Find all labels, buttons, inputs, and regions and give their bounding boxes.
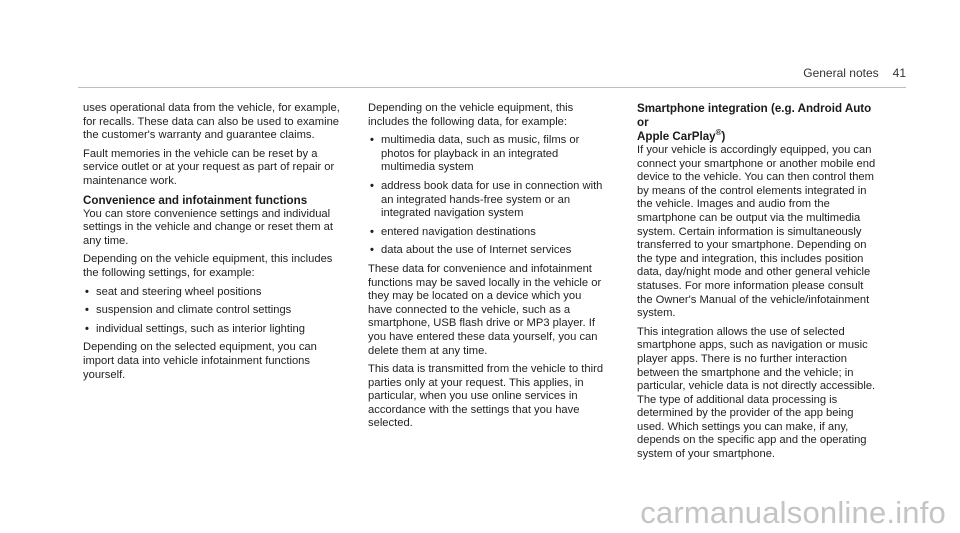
list-item: • individual settings, such as interior lighting xyxy=(85,322,305,335)
list-item: • suspension and climate control settings xyxy=(85,304,292,317)
paragraph: Depending on the vehicle equipment, this includes the following data, for example: xyxy=(368,102,574,128)
bullet-icon: • xyxy=(370,134,374,147)
bullet-icon: • xyxy=(85,322,89,335)
settings-list xyxy=(83,286,349,337)
bullet-icon: • xyxy=(85,304,89,317)
paragraph: This integration allows the use of selected smartphone apps, such as navigation or music player apps. There is no further interaction between the smartphone and the vehicle; in particular, vehicle data is not directly accessible. The type of additional data processing is determined by the provider of the app being used. Which settings you can make, if any, depends on the specific app and the operating system of your smartphone. xyxy=(637,325,876,461)
paragraph: Depending on the vehicle equipment, this includes the following settings, for example: xyxy=(83,253,333,279)
list-item: • seat and steering wheel positions xyxy=(85,285,262,298)
registered-mark: ® xyxy=(715,128,722,138)
bullet-icon: • xyxy=(370,225,374,238)
column-right xyxy=(637,102,878,467)
paragraph: uses operational data from the vehicle, for example, for recalls. These data can also be used to examine the customer's warranty and guarantee claims. xyxy=(83,102,340,142)
bullet-icon: • xyxy=(85,285,89,298)
watermark: carmanualsonline.info xyxy=(640,495,946,530)
section-title: General notes xyxy=(803,66,879,80)
list-item: • multimedia data, such as music, films or photos for playback in an integrated multimedia system xyxy=(370,134,580,174)
bullet-icon: • xyxy=(370,179,374,192)
header-divider xyxy=(78,87,906,88)
list-item: • entered navigation destinations xyxy=(370,225,536,238)
paragraph: These data for convenience and infotainment functions may be saved locally in the vehicle or they may be located on a device which you have connected to the vehicle, such as a smartphone, USB flash drive or MP3 player. If you have entered these data yourself, you can delete them at any time. xyxy=(368,262,602,357)
section-heading-smartphone: Smartphone integration (e.g. Android Auto or Apple CarPlay®) xyxy=(637,102,872,143)
paragraph: Fault memories in the vehicle can be reset by a service outlet or at your request as part of repair or maintenance work. xyxy=(83,147,335,187)
column-middle xyxy=(368,102,608,436)
paragraph: You can store convenience settings and individual settings in the vehicle and change or reset them at any time. xyxy=(83,207,334,247)
list-item: • data about the use of Internet services xyxy=(370,244,572,257)
paragraph: This data is transmitted from the vehicle to third parties only at your request. This applies, in particular, when you use online services in accordance with the settings that you have selected. xyxy=(368,363,604,430)
bullet-icon: • xyxy=(370,244,374,257)
paragraph: Depending on the selected equipment, you can import data into vehicle infotainment functions yourself. xyxy=(83,341,317,381)
data-list xyxy=(368,134,608,258)
page-number: 41 xyxy=(892,66,906,80)
list-item: • address book data for use in connection with an integrated hands-free system or an integrated navigation system xyxy=(370,179,603,220)
column-left xyxy=(83,102,349,387)
page-header xyxy=(803,67,906,81)
section-heading-convenience: Convenience and infotainment functions xyxy=(83,193,308,207)
paragraph: If your vehicle is accordingly equipped, you can connect your smartphone or another mobile end device to the vehicle. You can then control them by means of the control elements integrated in the vehicle. Images and audio from the smartphone can be output via the multimedia system. Certain information is simultaneously transferred to your smartphone. Depending on the type and integration, this includes position data, day/night mode and other general vehicle statuses. For more information please consult the Owner's Manual of the vehicle/infotainment system. xyxy=(637,144,876,320)
